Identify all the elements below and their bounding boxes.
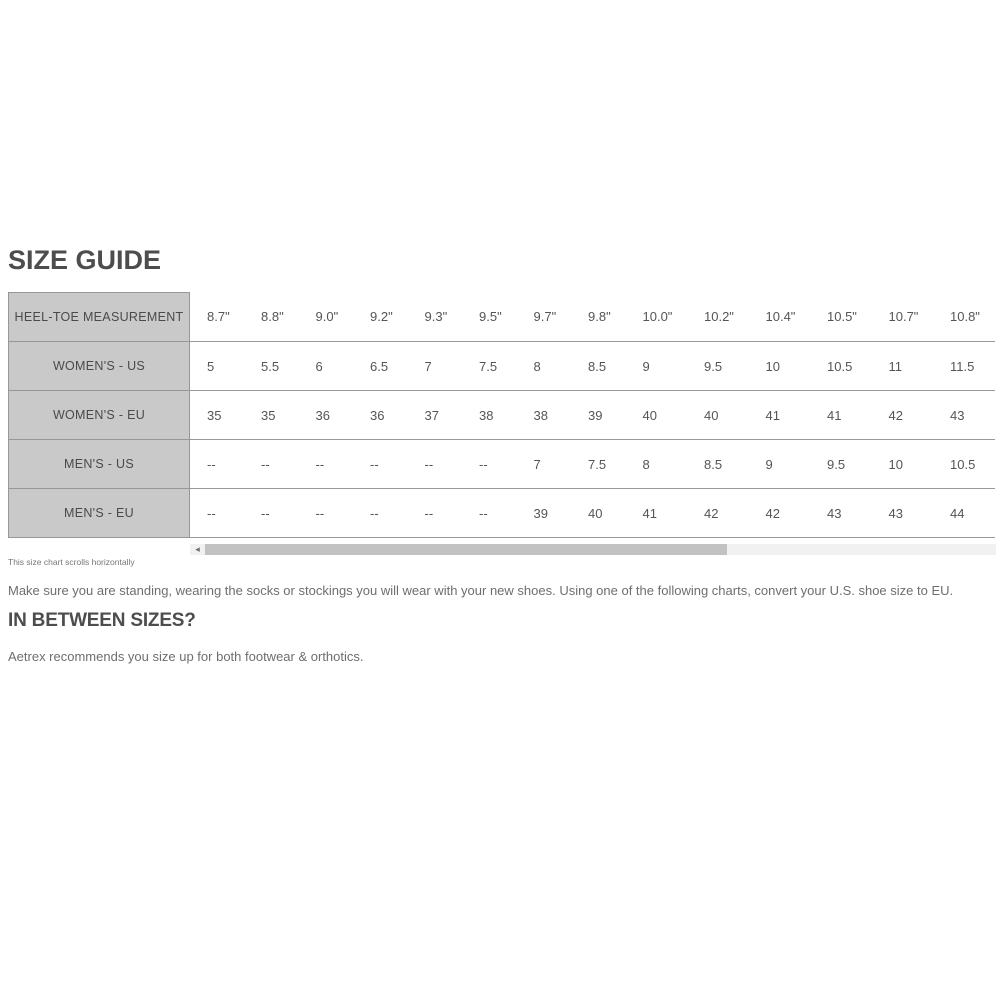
size-cell: 43: [933, 391, 995, 440]
size-cell: 9.5": [462, 293, 517, 342]
size-cell: 8.7": [190, 293, 245, 342]
row-label: MEN'S - US: [9, 440, 190, 489]
size-chart-row: [9, 293, 995, 342]
row-label: HEEL-TOE MEASUREMENT: [9, 293, 190, 342]
size-cell: 41: [749, 391, 811, 440]
size-cell: 40: [687, 391, 749, 440]
size-cell: 8: [517, 342, 572, 391]
size-cell: --: [353, 489, 408, 538]
size-cell: --: [462, 440, 517, 489]
size-cell: 41: [626, 489, 688, 538]
size-cell: 43: [810, 489, 872, 538]
size-cell: 9.0": [299, 293, 354, 342]
size-cell: 36: [299, 391, 354, 440]
row-label: WOMEN'S - EU: [9, 391, 190, 440]
size-cell: 9: [749, 440, 811, 489]
size-cell: 44: [933, 489, 995, 538]
size-cell: 7.5: [571, 440, 626, 489]
size-cell: 10.5": [810, 293, 872, 342]
size-cell: 9.5: [810, 440, 872, 489]
size-cell: 38: [462, 391, 517, 440]
size-cell: --: [462, 489, 517, 538]
size-cell: 35: [190, 391, 245, 440]
size-chart-body: [9, 293, 995, 538]
in-between-sizes-heading: IN BETWEEN SIZES?: [8, 610, 196, 631]
size-cell: 35: [244, 391, 299, 440]
size-cell: 10.8": [933, 293, 995, 342]
size-cell: --: [190, 489, 245, 538]
size-cell: 10.5: [810, 342, 872, 391]
horizontal-scrollbar[interactable]: [190, 544, 996, 555]
size-cell: 39: [571, 391, 626, 440]
size-cell: 38: [517, 391, 572, 440]
size-cell: 10: [749, 342, 811, 391]
size-up-recommendation: Aetrex recommends you size up for both footwear & orthotics.: [8, 649, 364, 664]
size-chart-row: [9, 489, 995, 538]
size-cell: --: [299, 489, 354, 538]
size-chart-table: [8, 292, 995, 538]
size-cell: 42: [872, 391, 934, 440]
size-cell: --: [244, 489, 299, 538]
size-cell: --: [244, 440, 299, 489]
size-cell: 6.5: [353, 342, 408, 391]
size-cell: 7: [408, 342, 463, 391]
size-cell: --: [353, 440, 408, 489]
size-cell: 7.5: [462, 342, 517, 391]
size-cell: 6: [299, 342, 354, 391]
size-cell: --: [190, 440, 245, 489]
size-cell: 8.8": [244, 293, 299, 342]
size-cell: 8.5: [687, 440, 749, 489]
scrollbar-thumb[interactable]: [205, 544, 727, 555]
size-cell: 5.5: [244, 342, 299, 391]
size-cell: 11: [872, 342, 934, 391]
size-cell: 8.5: [571, 342, 626, 391]
page-title: SIZE GUIDE: [8, 245, 162, 275]
size-cell: 41: [810, 391, 872, 440]
size-cell: 40: [626, 391, 688, 440]
size-cell: 37: [408, 391, 463, 440]
size-chart-row: [9, 440, 995, 489]
size-cell: 8: [626, 440, 688, 489]
size-cell: 5: [190, 342, 245, 391]
size-cell: 11.5: [933, 342, 995, 391]
size-chart-row: [9, 342, 995, 391]
size-cell: 39: [517, 489, 572, 538]
size-cell: 10.5: [933, 440, 995, 489]
size-cell: 7: [517, 440, 572, 489]
size-cell: 10.2": [687, 293, 749, 342]
size-cell: --: [408, 440, 463, 489]
size-cell: --: [408, 489, 463, 538]
size-cell: 10.4": [749, 293, 811, 342]
measurement-instructions: Make sure you are standing, wearing the socks or stockings you will wear with your new shoes. Using one of the following charts, convert your U.S. shoe size to EU.: [8, 583, 954, 598]
size-cell: 43: [872, 489, 934, 538]
size-cell: --: [299, 440, 354, 489]
size-cell: 42: [749, 489, 811, 538]
size-chart-row: [9, 391, 995, 440]
size-cell: 9.7": [517, 293, 572, 342]
size-cell: 10: [872, 440, 934, 489]
size-cell: 10.7": [872, 293, 934, 342]
size-cell: 42: [687, 489, 749, 538]
scrollbar-left-arrow-icon[interactable]: ◂: [195, 544, 200, 554]
size-cell: 9.3": [408, 293, 463, 342]
size-cell: 40: [571, 489, 626, 538]
size-cell: 9.2": [353, 293, 408, 342]
scroll-note: This size chart scrolls horizontally: [8, 557, 135, 567]
size-cell: 9.8": [571, 293, 626, 342]
size-cell: 9.5: [687, 342, 749, 391]
size-cell: 9: [626, 342, 688, 391]
row-label: MEN'S - EU: [9, 489, 190, 538]
row-label: WOMEN'S - US: [9, 342, 190, 391]
size-cell: 36: [353, 391, 408, 440]
size-cell: 10.0": [626, 293, 688, 342]
